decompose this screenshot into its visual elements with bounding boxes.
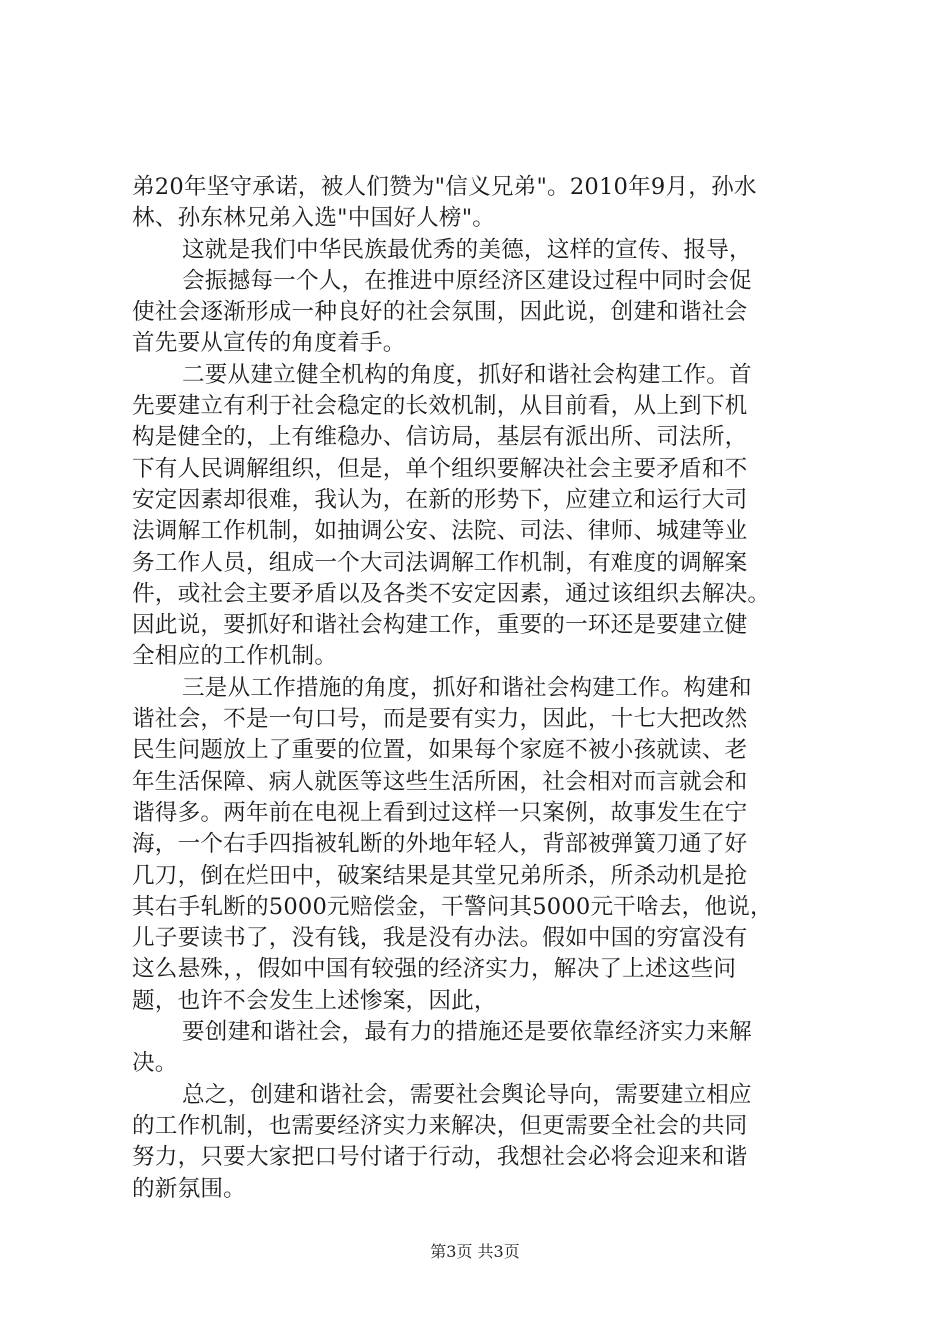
text-line: 法调解工作机制，如抽调公安、法院、司法、律师、城建等业 [132, 518, 748, 545]
text-line: 的新氛围。 [132, 1175, 246, 1202]
text-line: 使社会逐渐形成一种良好的社会氛围，因此说，创建和谐社会 [132, 299, 748, 326]
text-line: 务工作人员，组成一个大司法调解工作机制，有难度的调解案 [132, 549, 748, 576]
text-line: 弟20年坚守承诺，被人们赞为"信义兄弟"。2010年9月，孙水 [132, 174, 757, 200]
text-line: 先要建立有利于社会稳定的长效机制，从目前看，从上到下机 [132, 393, 748, 420]
text-line: 二要从建立健全机构的角度，抓好和谐社会构建工作。首 [182, 361, 752, 388]
text-line: 其右手轧断的5000元赔偿金，干警问其5000元干啥去，他说， [132, 893, 773, 920]
text-line: 要创建和谐社会，最有力的措施还是要依靠经济实力来解 [182, 1019, 752, 1046]
page-footer: 第3页 共3页 [430, 1242, 520, 1261]
text-line: 全相应的工作机制。 [132, 643, 338, 670]
text-line: 下有人民调解组织，但是，单个组织要解决社会主要矛盾和不 [132, 455, 748, 482]
text-line: 件，或社会主要矛盾以及各类不安定因素，通过该组织去解决。 [132, 580, 771, 607]
text-line: 因此说，要抓好和谐社会构建工作，重要的一环还是要建立健 [132, 612, 748, 639]
text-line: 题，也许不会发生上述惨案，因此， [132, 987, 497, 1014]
text-line: 海，一个右手四指被轧断的外地年轻人，背部被弹簧刀通了好 [132, 831, 748, 858]
text-line: 努力，只要大家把口号付诸于行动，我想社会必将会迎来和谐 [132, 1144, 748, 1171]
text-line: 林、孙东林兄弟入选"中国好人榜"。 [132, 205, 496, 232]
text-line: 年生活保障、病人就医等这些生活所困，社会相对而言就会和 [132, 768, 748, 795]
text-line: 会振撼每一个人，在推进中原经济区建设过程中同时会促 [182, 267, 752, 294]
text-line: 安定因素却很难，我认为，在新的形势下，应建立和运行大司 [132, 486, 748, 513]
text-line: 儿子要读书了，没有钱，我是没有办法。假如中国的穷富没有 [132, 925, 748, 952]
text-line: 决。 [132, 1050, 178, 1077]
document-body [132, 172, 832, 1205]
text-line: 谐得多。两年前在电视上看到过这样一只案例，故事发生在宁 [132, 799, 748, 826]
text-line: 这么悬殊，，假如中国有较强的经济实力，解决了上述这些问 [132, 956, 737, 983]
text-line: 构是健全的，上有维稳办、信访局，基层有派出所、司法所， [132, 424, 748, 451]
text-line: 总之，创建和谐社会，需要社会舆论导向，需要建立相应 [182, 1081, 752, 1108]
text-line: 几刀，倒在烂田中，破案结果是其堂兄弟所杀，所杀动机是抢 [132, 862, 748, 889]
text-line: 的工作机制，也需要经济实力来解决，但更需要全社会的共同 [132, 1112, 748, 1139]
text-line: 首先要从宣传的角度着手。 [132, 330, 406, 357]
text-line: 三是从工作措施的角度，抓好和谐社会构建工作。构建和 [182, 674, 752, 701]
text-line: 民生问题放上了重要的位置，如果每个家庭不被小孩就读、老 [132, 737, 748, 764]
text-line: 谐社会，不是一句口号，而是要有实力，因此，十七大把改然 [132, 706, 748, 733]
text-line: 这就是我们中华民族最优秀的美德，这样的宣传、报导， [182, 236, 752, 263]
